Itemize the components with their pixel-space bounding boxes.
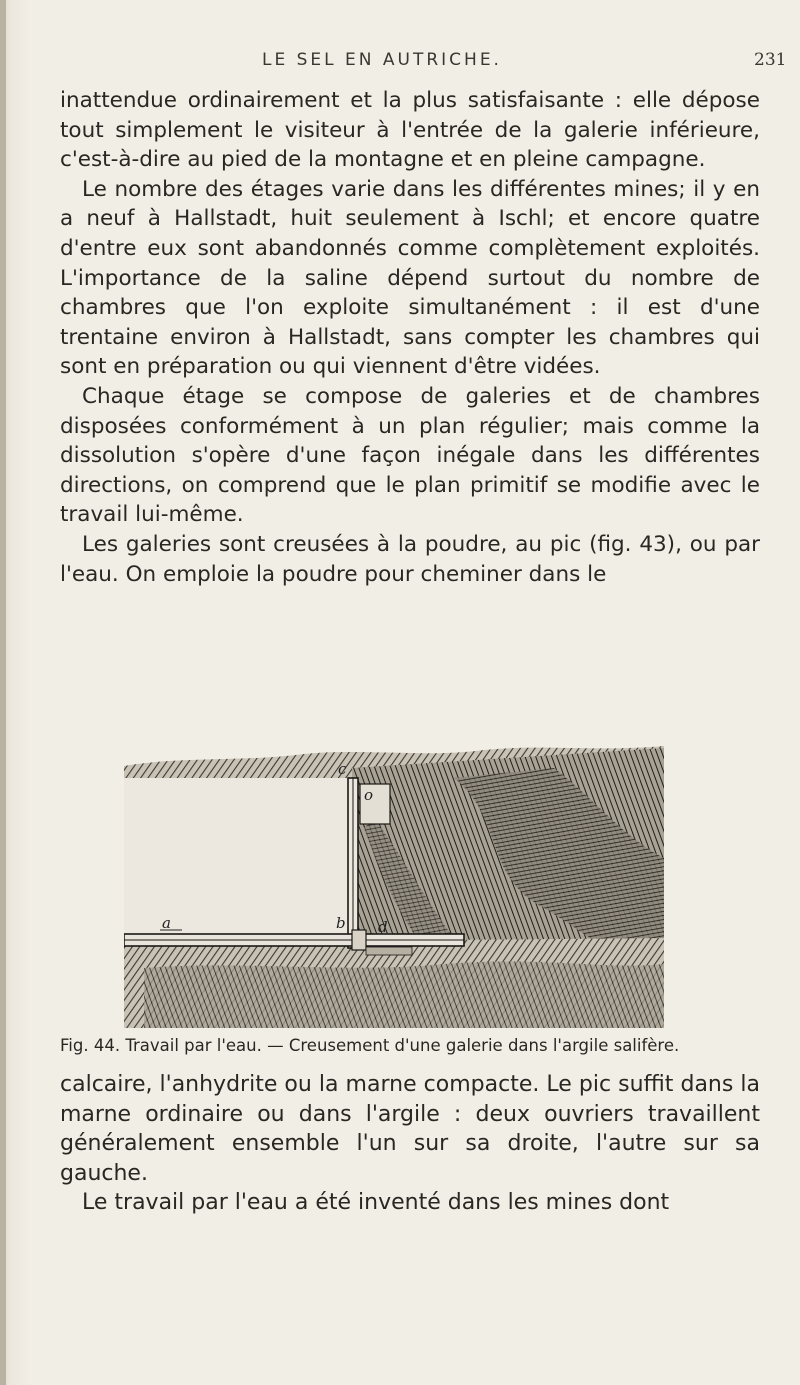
paragraph: calcaire, l'anhydrite ou la marne compacte. Le pic suffit dans la marne ordinaire ou dans l'argile : deux ouvriers travaillent généralement ensemble l'un sur sa droite, l'autre sur sa gauche.: [60, 1072, 760, 1186]
paragraph: Le nombre des étages varie dans les différentes mines; il y en a neuf à Hallstadt, huit seulement à Ischl; et encore quatre d'entre eux sont abandonnés comme complètement exploités. L'importance de la saline dépend surtout du nombre de chambres que l'on exploite simultanément : il est d'une trentaine environ à Hallstadt, sans compter les chambres qui sont en préparation ou qui viennent d'être vidées.: [60, 176, 760, 380]
book-spine-shadow: [0, 0, 6, 1385]
body-text-top: [60, 86, 760, 589]
paragraph: inattendue ordinairement et la plus satisfaisante : elle dépose tout simplement le visiteur à l'entrée de la galerie inférieure, c'est-à-dire au pied de la montagne et en pleine campagne.: [60, 88, 760, 173]
paragraph: Chaque étage se compose de galeries et de chambres disposées conformément à un plan régulier; mais comme la dissolution s'opère d'une façon inégale dans les différentes directions, on comprend que le plan primitif se modifie avec le travail lui-même.: [60, 383, 760, 528]
paragraph: Le travail par l'eau a été inventé dans les mines dont: [82, 1190, 670, 1216]
running-title: LE SEL EN AUTRICHE.: [262, 50, 502, 70]
label-d: d: [378, 918, 388, 936]
label-c: c: [338, 760, 347, 778]
label-o: o: [364, 786, 374, 804]
collection-basin: [366, 947, 412, 955]
gallery-diagram: [124, 738, 664, 1028]
open-void: [124, 778, 352, 938]
page-header: [0, 50, 800, 80]
gallery-diagram-figure: [124, 738, 664, 1028]
body-text-bottom: [60, 1070, 760, 1218]
lower-strata-dark: [144, 961, 664, 1028]
page-number: 231: [754, 50, 787, 70]
label-a: a: [162, 914, 171, 932]
gallery-joint: [352, 930, 366, 950]
paragraph: Les galeries sont creusées à la poudre, au pic (fig. 43), ou par l'eau. On emploie la poudre pour cheminer dans le: [60, 531, 760, 587]
label-b: b: [336, 914, 346, 932]
figure-caption: Fig. 44. Travail par l'eau. — Creusement d'une galerie dans l'argile salifère.: [60, 1036, 680, 1055]
